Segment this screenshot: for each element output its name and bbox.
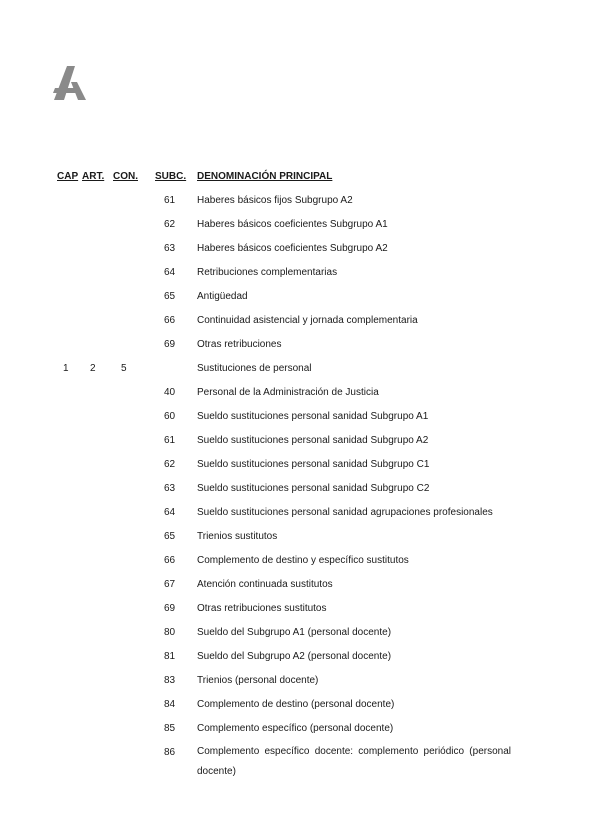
cell-subc: 60 [164, 411, 176, 422]
cell-subc: 66 [164, 555, 176, 566]
cell-subc: 62 [164, 219, 176, 230]
cell-subc: 66 [164, 315, 176, 326]
cell-subc: 84 [164, 699, 176, 710]
header-subc: SUBC. [155, 171, 187, 182]
header-con: CON. [113, 171, 138, 182]
cell-subc: 86 [164, 747, 176, 758]
cell-den: Personal de la Administración de Justicia [197, 387, 379, 398]
cell-den: Complemento específico (personal docente) [197, 723, 394, 734]
cell-den: Otras retribuciones sustitutos [197, 603, 327, 614]
cell-den: Haberes básicos coeficientes Subgrupo A1 [197, 219, 388, 230]
cell-den: Sueldo sustituciones personal sanidad Subgrupo C2 [197, 483, 430, 494]
cell-subc: 40 [164, 387, 176, 398]
cell-subc: 81 [164, 651, 176, 662]
cell-subc: 63 [164, 243, 176, 254]
header-art: ART. [82, 171, 105, 182]
cell-den: Sueldo sustituciones personal sanidad Subgrupo A2 [197, 435, 429, 446]
cell-den: Complemento de destino (personal docente) [197, 699, 395, 710]
cell-den: Haberes básicos coeficientes Subgrupo A2 [197, 243, 388, 254]
cell-subc: 63 [164, 483, 176, 494]
cell-subc: 61 [164, 435, 176, 446]
cell-subc: 80 [164, 627, 176, 638]
cell-den: Antigüedad [197, 291, 248, 302]
cell-subc: 67 [164, 579, 176, 590]
cell-den: Sueldo sustituciones personal sanidad Subgrupo C1 [197, 459, 430, 470]
cell-subc: 65 [164, 291, 176, 302]
cell-subc: 85 [164, 723, 176, 734]
cell-den: Haberes básicos fijos Subgrupo A2 [197, 195, 353, 206]
cell-con: 5 [121, 363, 127, 374]
cell-den: Sueldo del Subgrupo A1 (personal docente) [197, 627, 392, 638]
header-denominacion: DENOMINACIÓN PRINCIPAL [197, 171, 333, 182]
cell-den: Trienios sustitutos [197, 531, 278, 542]
cell-subc: 64 [164, 267, 176, 278]
cell-den: Retribuciones complementarias [197, 267, 338, 278]
junta-andalucia-a-logo-icon [50, 66, 90, 100]
cell-den: Trienios (personal docente) [197, 675, 319, 686]
cell-den: Sueldo sustituciones personal sanidad Subgrupo A1 [197, 411, 429, 422]
cell-subc: 61 [164, 195, 176, 206]
cell-art: 2 [90, 363, 96, 374]
cell-den: Sustituciones de personal [197, 363, 312, 374]
cell-den: Continuidad asistencial y jornada complementaria [197, 315, 418, 326]
cell-den: Sueldo sustituciones personal sanidad agrupaciones profesionales [197, 507, 493, 518]
cell-subc: 83 [164, 675, 176, 686]
cell-subc: 65 [164, 531, 176, 542]
cell-den: Sueldo del Subgrupo A2 (personal docente) [197, 651, 392, 662]
header-cap: CAP [57, 171, 79, 182]
cell-den: Atención continuada sustitutos [197, 579, 333, 590]
cell-den: Complemento específico docente: complemento periódico (personal docente) [197, 746, 511, 777]
cell-den: Complemento de destino y específico sustitutos [197, 555, 409, 566]
cell-subc: 69 [164, 603, 176, 614]
cell-subc: 69 [164, 339, 176, 350]
cell-cap: 1 [63, 363, 69, 374]
cell-subc: 64 [164, 507, 176, 518]
cell-den: Otras retribuciones [197, 339, 282, 350]
cell-subc: 62 [164, 459, 176, 470]
